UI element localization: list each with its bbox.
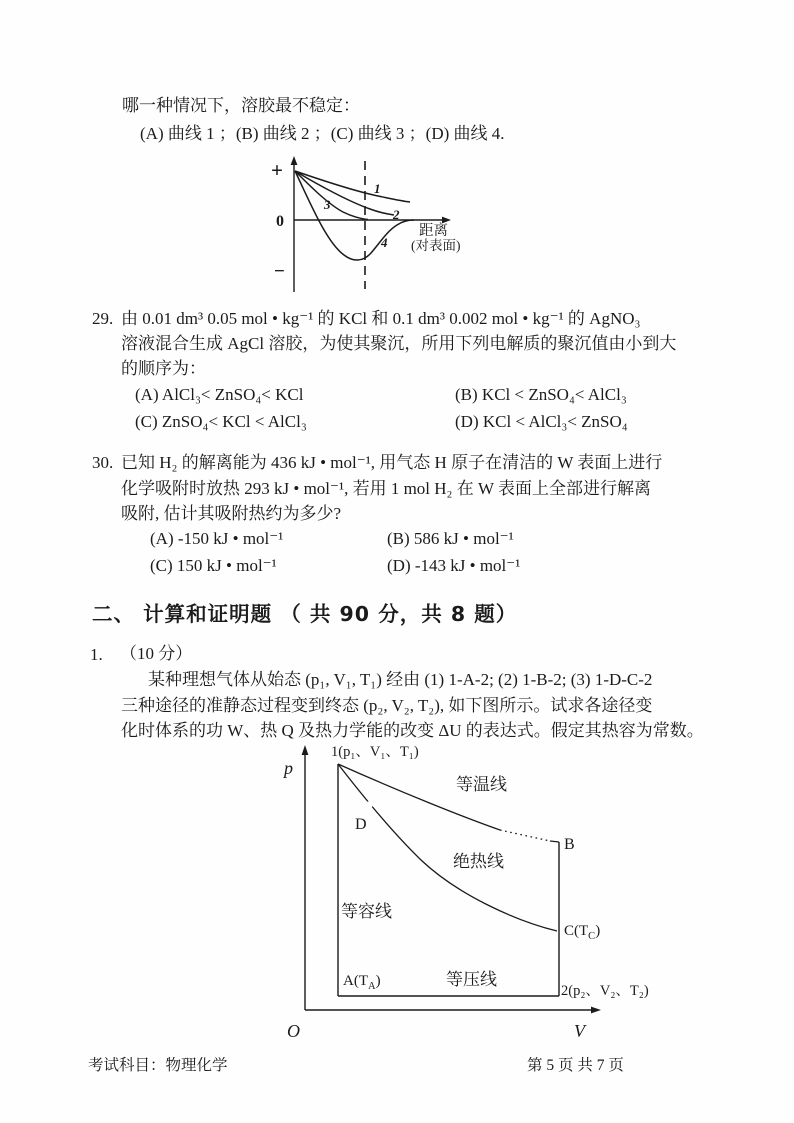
point-a-label-close: ) (375, 973, 381, 989)
curve-4-label: 4 (381, 235, 388, 250)
point-2-label: 2(p₂、V₂、T₂) (561, 983, 649, 999)
curve-2-label: 2 (393, 207, 400, 222)
q29-line2: 溶液混合生成 AgCl 溶胶，为使其聚沉，所用下列电解质的聚沉值由小到大 (121, 334, 677, 353)
q1-line2: 三种途径的准静态过程变到终态 (p₂, V₂, T₂), 如下图所示。试求各途径变 (121, 696, 653, 715)
q28-stem: 哪一种情况下，溶胶最不稳定： (122, 96, 360, 115)
point-b-label: B (564, 836, 575, 853)
isotherm-text-label: 等温线 (456, 775, 507, 794)
q30-option-c: (C) 150 kJ • mol⁻¹ (150, 556, 277, 575)
point-d-label: D (355, 816, 367, 833)
p-axis-label: p (284, 758, 293, 778)
q29-option-d: (D) KCl < AlCl₃< ZnSO₄ (455, 412, 628, 431)
adiabat-text-label: 绝热线 (453, 852, 504, 871)
q29-option-b: (B) KCl < ZnSO₄< AlCl₃ (455, 385, 627, 404)
isotherm-curve-end (550, 841, 559, 842)
q1-line3: 化时体系的功 W、热 Q 及热力学能的改变 ΔU 的表达式。假定其热容为常数。 (121, 721, 704, 740)
footer-subject: 考试科目：物理化学 (88, 1057, 228, 1074)
q30-option-d: (D) -143 kJ • mol⁻¹ (387, 556, 521, 575)
q28-options-line: (A) 曲线 1 ；(B) 曲线 2 ；(C) 曲线 3 ；(D) 曲线 4. (140, 124, 505, 143)
point-a-label (343, 973, 381, 992)
point-c-label-sub: C (588, 931, 596, 942)
q30-line3: 吸附, 估计其吸附热约为多少? (121, 504, 342, 523)
point-c-label (564, 923, 600, 942)
isotherm-curve-dotted (500, 830, 550, 841)
p-axis-arrow-icon (302, 745, 309, 755)
origin-label: O (287, 1021, 300, 1041)
q29-line1: 由 0.01 dm³ 0.05 mol • kg⁻¹ 的 KCl 和 0.1 dm³ 0.002 mol • kg⁻¹ 的 AgNO₃ (121, 309, 641, 328)
y-zero-label: 0 (276, 213, 284, 230)
q29-option-a: (A) AlCl₃< ZnSO₄< KCl (135, 385, 304, 404)
footer-page-number: 第 5 页 共 7 页 (527, 1057, 624, 1074)
q29-number: 29. (92, 309, 114, 328)
q29-option-c: (C) ZnSO₄< KCl < AlCl₃ (135, 412, 307, 431)
curve-1-label: 1 (374, 181, 381, 196)
point-1-label: 1(p₁、V₁、T₁) (331, 744, 419, 760)
q30-option-b: (B) 586 kJ • mol⁻¹ (387, 529, 514, 548)
point-c-label-close: ) (595, 923, 601, 939)
point-a-label-main: A(T (343, 973, 368, 989)
q30-number: 30. (92, 453, 114, 472)
section-2-heading: 二、 计算和证明题 （ 共 90 分，共 8 题） (92, 602, 518, 626)
isobar-text-label: 等压线 (446, 970, 497, 989)
q1-number: 1. (90, 645, 103, 664)
x-axis-title-line2: (对表面) (411, 238, 461, 253)
q1-line1: 某种理想气体从始态 (p₁, V₁, T₁) 经由 (1) 1-A-2; (2) 1-B-2; (3) 1-D-C-2 (148, 670, 653, 689)
x-axis-title-line1: 距离 (419, 223, 448, 239)
curve-3-label: 3 (324, 197, 331, 212)
y-plus-label: + (271, 158, 283, 182)
v-axis-arrow-icon (591, 1007, 601, 1014)
q1-score: （10 分） (120, 644, 193, 663)
q29-line3: 的顺序为： (121, 359, 206, 378)
point-a-label-sub: A (368, 981, 376, 992)
pv-diagram-figure (258, 738, 708, 1053)
v-axis-label: V (574, 1021, 585, 1041)
point-d-marker (365, 801, 372, 808)
sol-stability-figure (266, 152, 496, 298)
isochore-text-label: 等容线 (341, 902, 392, 921)
y-minus-label: − (274, 261, 285, 282)
q30-line2: 化学吸附时放热 293 kJ • mol⁻¹, 若用 1 mol H₂ 在 W 表面上全部进行解离 (121, 479, 651, 498)
curve-1 (295, 171, 410, 202)
y-axis-arrow-icon (291, 156, 298, 165)
q30-line1: 已知 H₂ 的解离能为 436 kJ • mol⁻¹, 用气态 H 原子在清洁的 W 表面上进行 (121, 453, 663, 472)
point-c-label-main: C(T (564, 923, 589, 939)
q30-option-a: (A) -150 kJ • mol⁻¹ (150, 529, 284, 548)
